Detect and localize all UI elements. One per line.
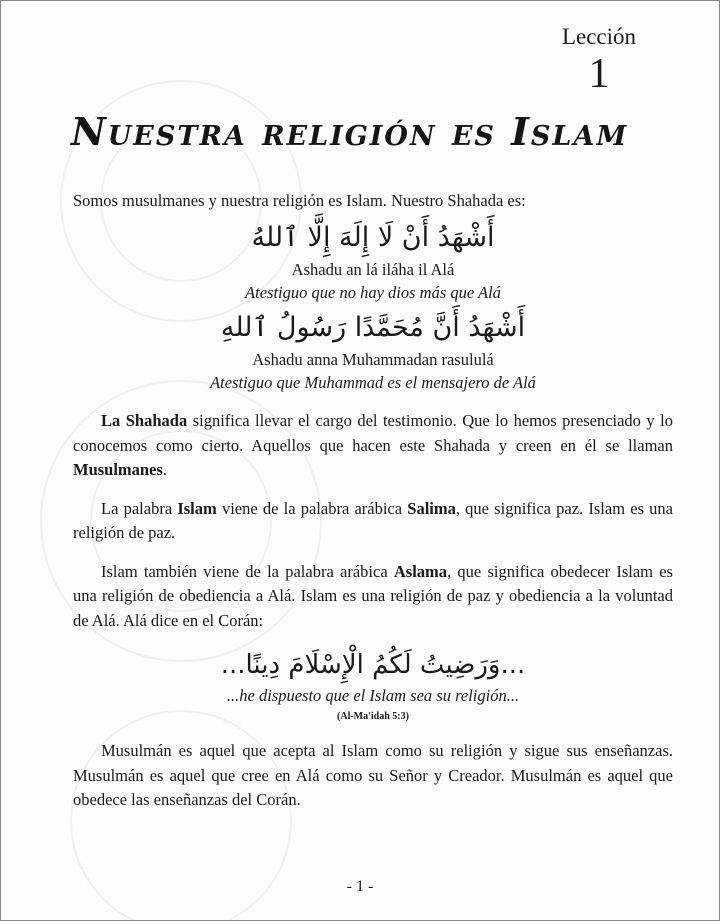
shahada-1-arabic: أَشْهَدُ أَنْ لَا إِلَهَ إِلَّا ٱللهُ — [251, 222, 495, 253]
quran-quote-arabic: ...وَرَضِيتُ لَكُمُ الْإِسْلَامَ دِينًا... — [220, 650, 526, 680]
paragraph-islam-salima — [73, 497, 673, 546]
term-shahada: La Shahada — [101, 411, 188, 430]
shahada-2-translation: Atestiguo que Muhammad es el mensajero de Alá — [210, 373, 536, 392]
paragraph-text: La palabra — [101, 498, 178, 518]
lesson-label: Lección — [561, 24, 637, 49]
paragraph-text: Islam también viene de la palabra arábica — [101, 561, 394, 581]
term-islam: Islam — [177, 498, 217, 518]
quran-quote-translation: ...he dispuesto que el Islam sea su religión... — [226, 686, 520, 705]
term-salima: Salima — [407, 498, 456, 518]
paragraph-musulman: Musulmán es aquel que acepta al Islam como su religión y sigue sus enseñanzas. Musulmán es aquel que cree en Alá como su Señor y Creador. Musulmán es aquel que obedece las enseñanzas del Corán. — [73, 741, 673, 809]
paragraph-text: . — [162, 460, 167, 479]
lesson-header — [549, 23, 649, 97]
page-number: - 1 - — [346, 878, 374, 895]
shahada-1-translation: Atestiguo que no hay dios más que Alá — [245, 283, 501, 302]
term-aslama: Aslama — [393, 561, 448, 581]
paragraph-text: viene de la palabra arábica — [216, 498, 408, 518]
quran-quote-reference: (Al-Ma'idah 5:3) — [337, 711, 409, 722]
paragraph-text: significa llevar el cargo del testimonio. Que lo hemos presenciado y lo conocemos como cierto. Aquellos que hacen este Shahada y creen en él se llaman — [73, 411, 674, 455]
lesson-number: 1 — [588, 51, 610, 97]
paragraph-text: , que significa paz. Islam es una religión de paz. — [73, 498, 673, 542]
shahada-2-arabic: أَشْهَدُ أَنَّ مُحَمَّدًا رَسُولُ ٱللهِ — [220, 312, 526, 343]
page-title: Nuestra religión es Islam — [71, 109, 629, 154]
main-content — [73, 189, 673, 813]
paragraph-text: , que significa obedecer Islam es una religión de obediencia a Alá. Islam es una religión de paz y obediencia a la voluntad de Alá. Alá dice en el Corán: — [73, 561, 673, 630]
paragraph-shahada-meaning — [73, 409, 673, 483]
shahada-2-transliteration: Ashadu anna Muhammadan rasululá — [252, 350, 494, 369]
term-musulmanes: Musulmanes — [73, 460, 163, 479]
shahada-1-transliteration: Ashadu an lá iláha il Alá — [291, 260, 455, 279]
intro-text: Somos musulmanes y nuestra religión es Islam. Nuestro Shahada es: — [73, 191, 526, 210]
paragraph-islam-aslama — [73, 560, 673, 634]
